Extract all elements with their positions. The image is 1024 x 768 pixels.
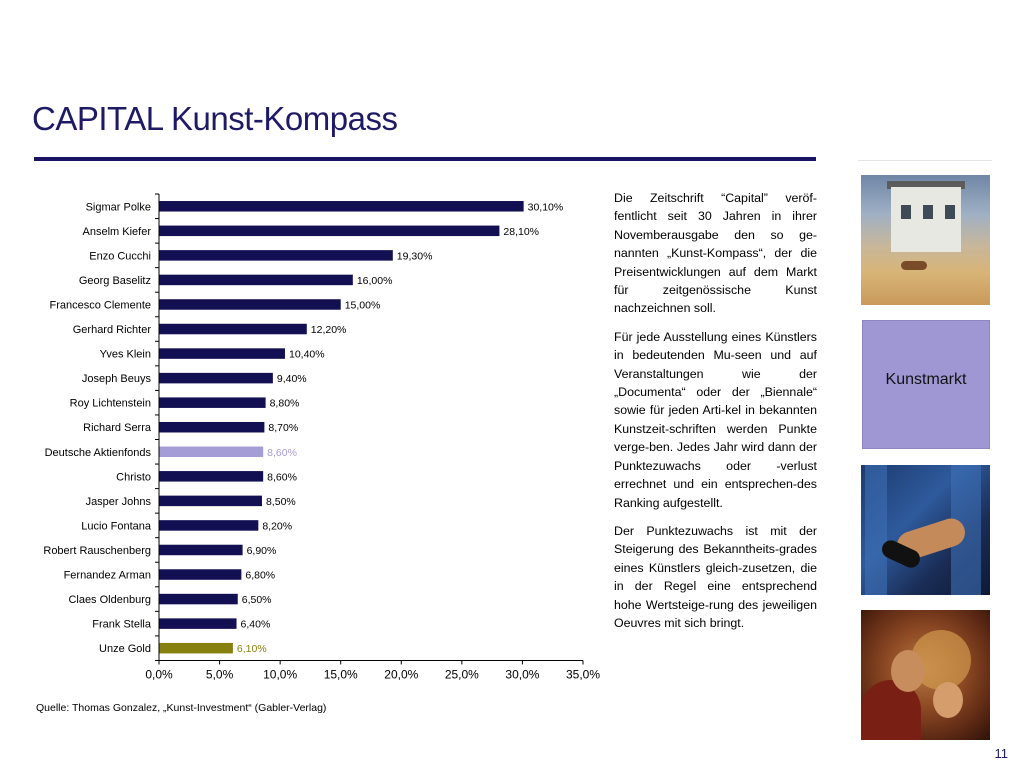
value-label: 8,20% (262, 520, 293, 533)
category-label: Sigmar Polke (85, 201, 151, 214)
value-label: 10,40% (288, 348, 325, 361)
bar (159, 299, 341, 310)
value-label: 8,60% (267, 471, 297, 484)
bar (159, 618, 237, 629)
value-label: 16,00% (356, 274, 393, 287)
bar (159, 545, 243, 556)
category-label: Christo (116, 471, 151, 484)
bar (159, 373, 273, 384)
category-label: Lucio Fontana (81, 520, 151, 533)
category-label: Unze Gold (99, 643, 151, 656)
body-paragraph-2: Für jede Ausstellung eines Künstlers in bedeutenden Mu-seen und auf Veranstaltungen wie der „Documenta“ oder der „Biennale“ sowie für jeden Arti-kel in bekannten Kunstzeit-schriften werden Punkte verge-ben. Jedes Jahr wird dann der Punktezuwachs oder -verlust errechnet und ein entsprechen-des Ranking aufgestellt. (614, 329, 817, 510)
value-label: 8,50% (265, 495, 296, 508)
category-label: Robert Rauschenberg (43, 544, 151, 557)
bar (159, 569, 241, 580)
body-paragraph-3: Der Punktezuwachs ist mit der Steigerung des Bekanntheits-grades eines Künstlers gleich-zusetzen, die in der Regel eine entsprechend hohe Wertsteige-rung des jeweiligen Oeuvres mit sich bringt. (614, 523, 817, 630)
bar (159, 643, 233, 654)
x-tick-label: 0,0% (145, 667, 173, 682)
bar (159, 496, 262, 507)
bar (159, 201, 524, 212)
category-label: Fernandez Arman (63, 569, 151, 582)
bar (159, 447, 263, 458)
bar (159, 275, 353, 286)
value-label: 6,80% (245, 569, 276, 582)
body-text (614, 189, 817, 642)
value-label: 6,50% (241, 594, 272, 607)
painting-house-image (861, 175, 990, 305)
chart-bars (159, 201, 524, 656)
x-tick-label: 35,0% (565, 667, 601, 682)
value-label: 28,10% (503, 225, 540, 238)
category-label: Yves Klein (99, 348, 151, 361)
page-number: 11 (994, 746, 1008, 761)
bar (159, 471, 263, 482)
painting-icon-image (861, 610, 990, 740)
chart-category-labels (43, 201, 152, 655)
chart-value-labels (237, 201, 563, 655)
x-tick-label: 15,0% (323, 667, 358, 682)
bar-chart (0, 186, 610, 696)
x-tick-label: 30,0% (505, 667, 540, 682)
x-tick-label: 10,0% (263, 667, 298, 682)
bar (159, 422, 264, 433)
painting-figure-image (861, 465, 990, 595)
value-label: 9,40% (276, 373, 307, 386)
kunstmarkt-label: Kunstmarkt (885, 370, 967, 388)
x-tick-label: 5,0% (205, 667, 234, 682)
category-label: Francesco Clemente (49, 299, 151, 312)
title-underline (34, 157, 816, 161)
divider-line (858, 160, 992, 161)
source-note: Quelle: Thomas Gonzalez, „Kunst-Investment“ (Gabler-Verlag) (36, 702, 327, 714)
body-paragraph-1: Die Zeitschrift “Capital” veröf-fentlicht seit 30 Jahren in ihrer Novemberausgabe den so ge-nannten „Kunst-Kompass“, der die Preisentwicklungen auf dem Markt für zeitgenössische Kunst nachzeichnen soll. (614, 191, 817, 316)
kunstmarkt-box (862, 320, 990, 449)
bar (159, 324, 307, 335)
slide-title: CAPITAL Kunst-Kompass (32, 100, 398, 137)
category-label: Georg Baselitz (78, 274, 151, 287)
bar (159, 348, 285, 359)
value-label: 6,40% (240, 618, 271, 631)
category-label: Roy Lichtenstein (69, 397, 151, 410)
x-tick-label: 25,0% (444, 667, 479, 682)
bar (159, 397, 266, 408)
category-label: Enzo Cucchi (89, 250, 151, 263)
bar (159, 594, 238, 605)
value-label: 30,10% (527, 201, 564, 214)
category-label: Joseph Beuys (81, 373, 151, 386)
value-label: 8,70% (268, 422, 299, 435)
category-label: Frank Stella (92, 618, 151, 631)
category-label: Richard Serra (83, 422, 151, 435)
category-label: Deutsche Aktienfonds (44, 446, 151, 459)
category-label: Claes Oldenburg (68, 594, 151, 607)
bar (159, 250, 393, 261)
value-label: 15,00% (344, 299, 381, 312)
value-label: 6,90% (246, 544, 277, 557)
category-label: Jasper Johns (85, 495, 151, 508)
value-label: 6,10% (236, 643, 267, 656)
value-label: 19,30% (396, 250, 433, 263)
value-label: 8,60% (267, 446, 297, 459)
chart-axes (145, 194, 600, 681)
category-label: Anselm Kiefer (82, 225, 151, 238)
x-tick-label: 20,0% (384, 667, 419, 682)
category-label: Gerhard Richter (72, 324, 151, 337)
bar (159, 226, 499, 237)
bar (159, 520, 258, 531)
value-label: 12,20% (310, 324, 347, 337)
value-label: 8,80% (269, 397, 300, 410)
